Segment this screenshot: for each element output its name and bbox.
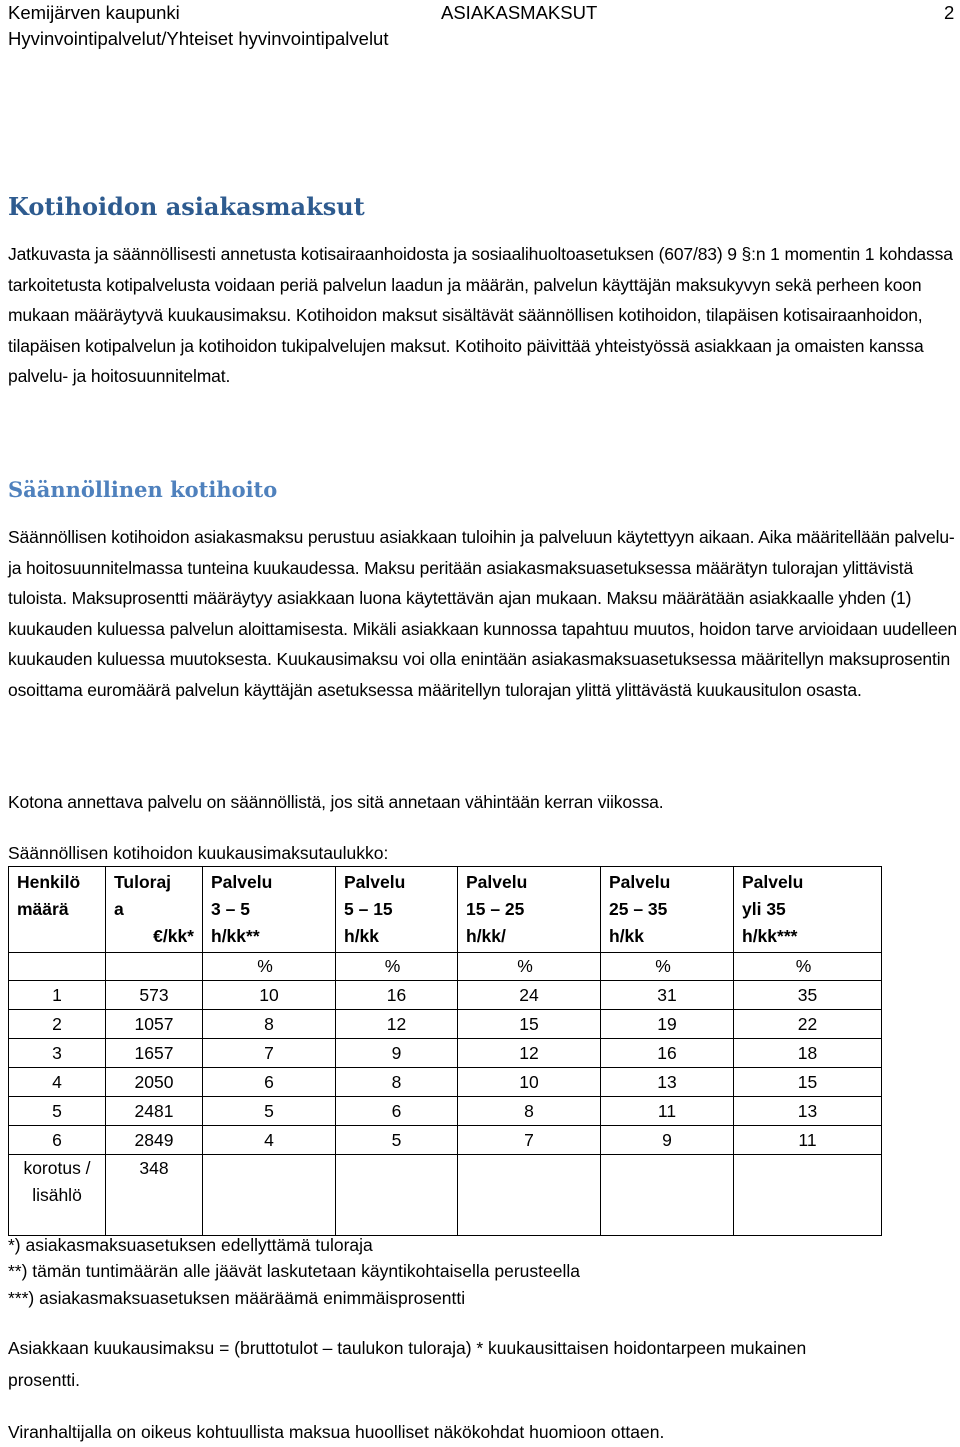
table-cell: 7 bbox=[458, 1126, 601, 1155]
guardian-note: Viranhaltijalla on oikeus kohtuullista maksua huoolliset näkökohdat huomioon ottaen. bbox=[8, 1422, 665, 1442]
table-row bbox=[9, 981, 882, 1010]
header-line: 5 – 15 bbox=[344, 899, 393, 919]
fee-formula-continued: prosentti. bbox=[8, 1370, 80, 1390]
header-municipality: Kemijärven kaupunki bbox=[8, 2, 180, 23]
table-cell: 10 bbox=[203, 981, 336, 1010]
table-cell: 8 bbox=[203, 1010, 336, 1039]
header-department: Hyvinvointipalvelut/Yhteiset hyvinvointipalvelut bbox=[8, 28, 389, 49]
table-header-cell bbox=[203, 867, 336, 953]
header-line: Palvelu bbox=[466, 872, 528, 892]
header-line: Henkilö bbox=[17, 872, 81, 892]
header-line: h/kk*** bbox=[742, 926, 798, 946]
table-cell: 6 bbox=[336, 1097, 458, 1126]
header-line: määrä bbox=[17, 899, 69, 919]
header-line: 25 – 35 bbox=[609, 899, 668, 919]
header-line: Tuloraj bbox=[114, 872, 172, 892]
table-cell: 10 bbox=[458, 1068, 601, 1097]
table-cell: 11 bbox=[601, 1097, 734, 1126]
table-cell: 1 bbox=[9, 981, 106, 1010]
header-line: Palvelu bbox=[344, 872, 406, 892]
table-cell: 3 bbox=[9, 1039, 106, 1068]
percent-cell bbox=[9, 953, 106, 981]
table-cell: 1657 bbox=[106, 1039, 203, 1068]
table-cell: 12 bbox=[458, 1039, 601, 1068]
table-cell: 19 bbox=[601, 1010, 734, 1039]
header-line: h/kk** bbox=[211, 926, 260, 946]
header-line: €/kk* bbox=[153, 926, 194, 946]
table-cell: 13 bbox=[734, 1097, 882, 1126]
table-cell: 2481 bbox=[106, 1097, 203, 1126]
intro-paragraph: Jatkuvasta ja säännöllisesti annetusta kotisairaanhoidosta ja sosiaalihuoltoasetuksen (607/83) 9 §:n 1 momentin 1 kohdassa tarkoitetusta kotipalvelusta voidaan periä palvelun laadun ja määrän, palvelun käyttäjän maksukyvyn sekä perheen koon mukaan määräytyvä kuukausimaksu. Kotihoidon maksut sisältävät säännöllisen kotihoidon, tilapäisen kotisairaanhoidon, tilapäisen kotipalvelun ja kotihoidon tukipalvelujen maksut. Kotihoito päivittää yhteistyössä asiakkaan ja omaisten kanssa palvelu- ja hoitosuunnitelmat. bbox=[8, 244, 953, 386]
table-cell: 348 bbox=[106, 1155, 203, 1236]
table-header-cell bbox=[458, 867, 601, 953]
table-cell: 35 bbox=[734, 981, 882, 1010]
percent-cell: % bbox=[336, 953, 458, 981]
table-cell: 5 bbox=[9, 1097, 106, 1126]
header-doc-title: ASIAKASMAKSUT bbox=[441, 2, 598, 23]
table-row bbox=[9, 1097, 882, 1126]
table-cell: 5 bbox=[203, 1097, 336, 1126]
table-cell bbox=[458, 1155, 601, 1236]
table-header-cell bbox=[601, 867, 734, 953]
table-row bbox=[9, 1039, 882, 1068]
table-cell: 8 bbox=[458, 1097, 601, 1126]
table-cell: korotus / lisählö bbox=[9, 1155, 106, 1236]
table-cell: 15 bbox=[734, 1068, 882, 1097]
table-row bbox=[9, 1068, 882, 1097]
table-cell: 7 bbox=[203, 1039, 336, 1068]
table-cell: 15 bbox=[458, 1010, 601, 1039]
percent-cell bbox=[106, 953, 203, 981]
header-line: Palvelu bbox=[211, 872, 273, 892]
header-line: Palvelu bbox=[609, 872, 671, 892]
table-cell: 5 bbox=[336, 1126, 458, 1155]
table-cell: 4 bbox=[9, 1068, 106, 1097]
table-cell bbox=[734, 1155, 882, 1236]
percent-cell: % bbox=[203, 953, 336, 981]
header-line: h/kk bbox=[344, 926, 380, 946]
header-line: 3 – 5 bbox=[211, 899, 250, 919]
table-cell: 8 bbox=[336, 1068, 458, 1097]
section-heading-regular-home-care: Säännöllinen kotihoito bbox=[8, 477, 278, 502]
table-header-row bbox=[9, 867, 882, 953]
table-row bbox=[9, 1010, 882, 1039]
fee-table bbox=[8, 866, 882, 1236]
table-cell: 2849 bbox=[106, 1126, 203, 1155]
table-cell: 12 bbox=[336, 1010, 458, 1039]
table-cell: 16 bbox=[601, 1039, 734, 1068]
header-line: h/kk bbox=[609, 926, 645, 946]
table-header-cell bbox=[106, 867, 203, 953]
footnote-max-percent: ***) asiakasmaksuasetuksen määräämä enimmäisprosentti bbox=[8, 1288, 466, 1308]
header-line: 15 – 25 bbox=[466, 899, 525, 919]
table-cell: 9 bbox=[601, 1126, 734, 1155]
table-cell: 13 bbox=[601, 1068, 734, 1097]
regular-care-paragraph: Säännöllisen kotihoidon asiakasmaksu perustuu asiakkaan tuloihin ja palveluun käytettyyn aikaan. Aika määritellään palvelu- ja hoitosuunnitelmassa tunteina kuukaudessa. Maksu peritään asiakasmaksuasetuksessa määrätyn tulorajan ylittävistä tuloista. Maksuprosentti määräytyy asiakkaan luona käytettävän ajan mukaan. Maksu määrätään asiakkaalle yhden (1) kuukauden kuluessa palvelun aloittamisesta. Mikäli asiakkaan kunnossa tapahtuu muutos, hoidon tarve arvioidaan uudelleen kuukauden kuluessa muutoksesta. Kuukausimaksu voi olla enintään asiakasmaksuasetuksessa määritellyn maksuprosentin osoittama euromäärä palvelun käyttäjän asetuksessa määritellyn tulorajan ylittä ylittävästä kuukausitulon osasta. bbox=[8, 527, 958, 700]
table-header-cell bbox=[9, 867, 106, 953]
table-header-cell bbox=[734, 867, 882, 953]
table-row-increment bbox=[9, 1155, 882, 1236]
footnote-visit-billing: **) tämän tuntimäärän alle jäävät laskutetaan käyntikohtaisella perusteella bbox=[8, 1261, 580, 1281]
table-cell: 4 bbox=[203, 1126, 336, 1155]
table-cell: 11 bbox=[734, 1126, 882, 1155]
table-cell bbox=[203, 1155, 336, 1236]
table-cell: 31 bbox=[601, 981, 734, 1010]
header-line: Palvelu bbox=[742, 872, 804, 892]
page-number: 2 bbox=[944, 2, 955, 23]
table-cell: 1057 bbox=[106, 1010, 203, 1039]
table-cell: 24 bbox=[458, 981, 601, 1010]
weekly-service-paragraph: Kotona annettava palvelu on säännöllistä, jos sitä annetaan vähintään kerran viikossa. bbox=[8, 792, 664, 812]
table-cell: 573 bbox=[106, 981, 203, 1010]
table-cell: 6 bbox=[203, 1068, 336, 1097]
table-caption: Säännöllisen kotihoidon kuukausimaksutaulukko: bbox=[8, 843, 389, 863]
table-cell: 22 bbox=[734, 1010, 882, 1039]
percent-cell: % bbox=[734, 953, 882, 981]
table-cell bbox=[601, 1155, 734, 1236]
header-line: yli 35 bbox=[742, 899, 786, 919]
table-cell: 2 bbox=[9, 1010, 106, 1039]
header-line: h/kk/ bbox=[466, 926, 506, 946]
table-row bbox=[9, 1126, 882, 1155]
table-percent-row bbox=[9, 953, 882, 981]
footnote-income-limit: *) asiakasmaksuasetuksen edellyttämä tuloraja bbox=[8, 1235, 373, 1255]
table-cell: 6 bbox=[9, 1126, 106, 1155]
header-line: a bbox=[114, 899, 124, 919]
table-cell: 16 bbox=[336, 981, 458, 1010]
table-header-cell bbox=[336, 867, 458, 953]
section-heading-home-care-fees: Kotihoidon asiakasmaksut bbox=[8, 192, 365, 221]
percent-cell: % bbox=[458, 953, 601, 981]
percent-cell: % bbox=[601, 953, 734, 981]
table-cell: 2050 bbox=[106, 1068, 203, 1097]
fee-formula: Asiakkaan kuukausimaksu = (bruttotulot – taulukon tuloraja) * kuukausittaisen hoidontarpeen mukainen bbox=[8, 1338, 807, 1358]
table-cell: 18 bbox=[734, 1039, 882, 1068]
table-cell: 9 bbox=[336, 1039, 458, 1068]
table-cell bbox=[336, 1155, 458, 1236]
